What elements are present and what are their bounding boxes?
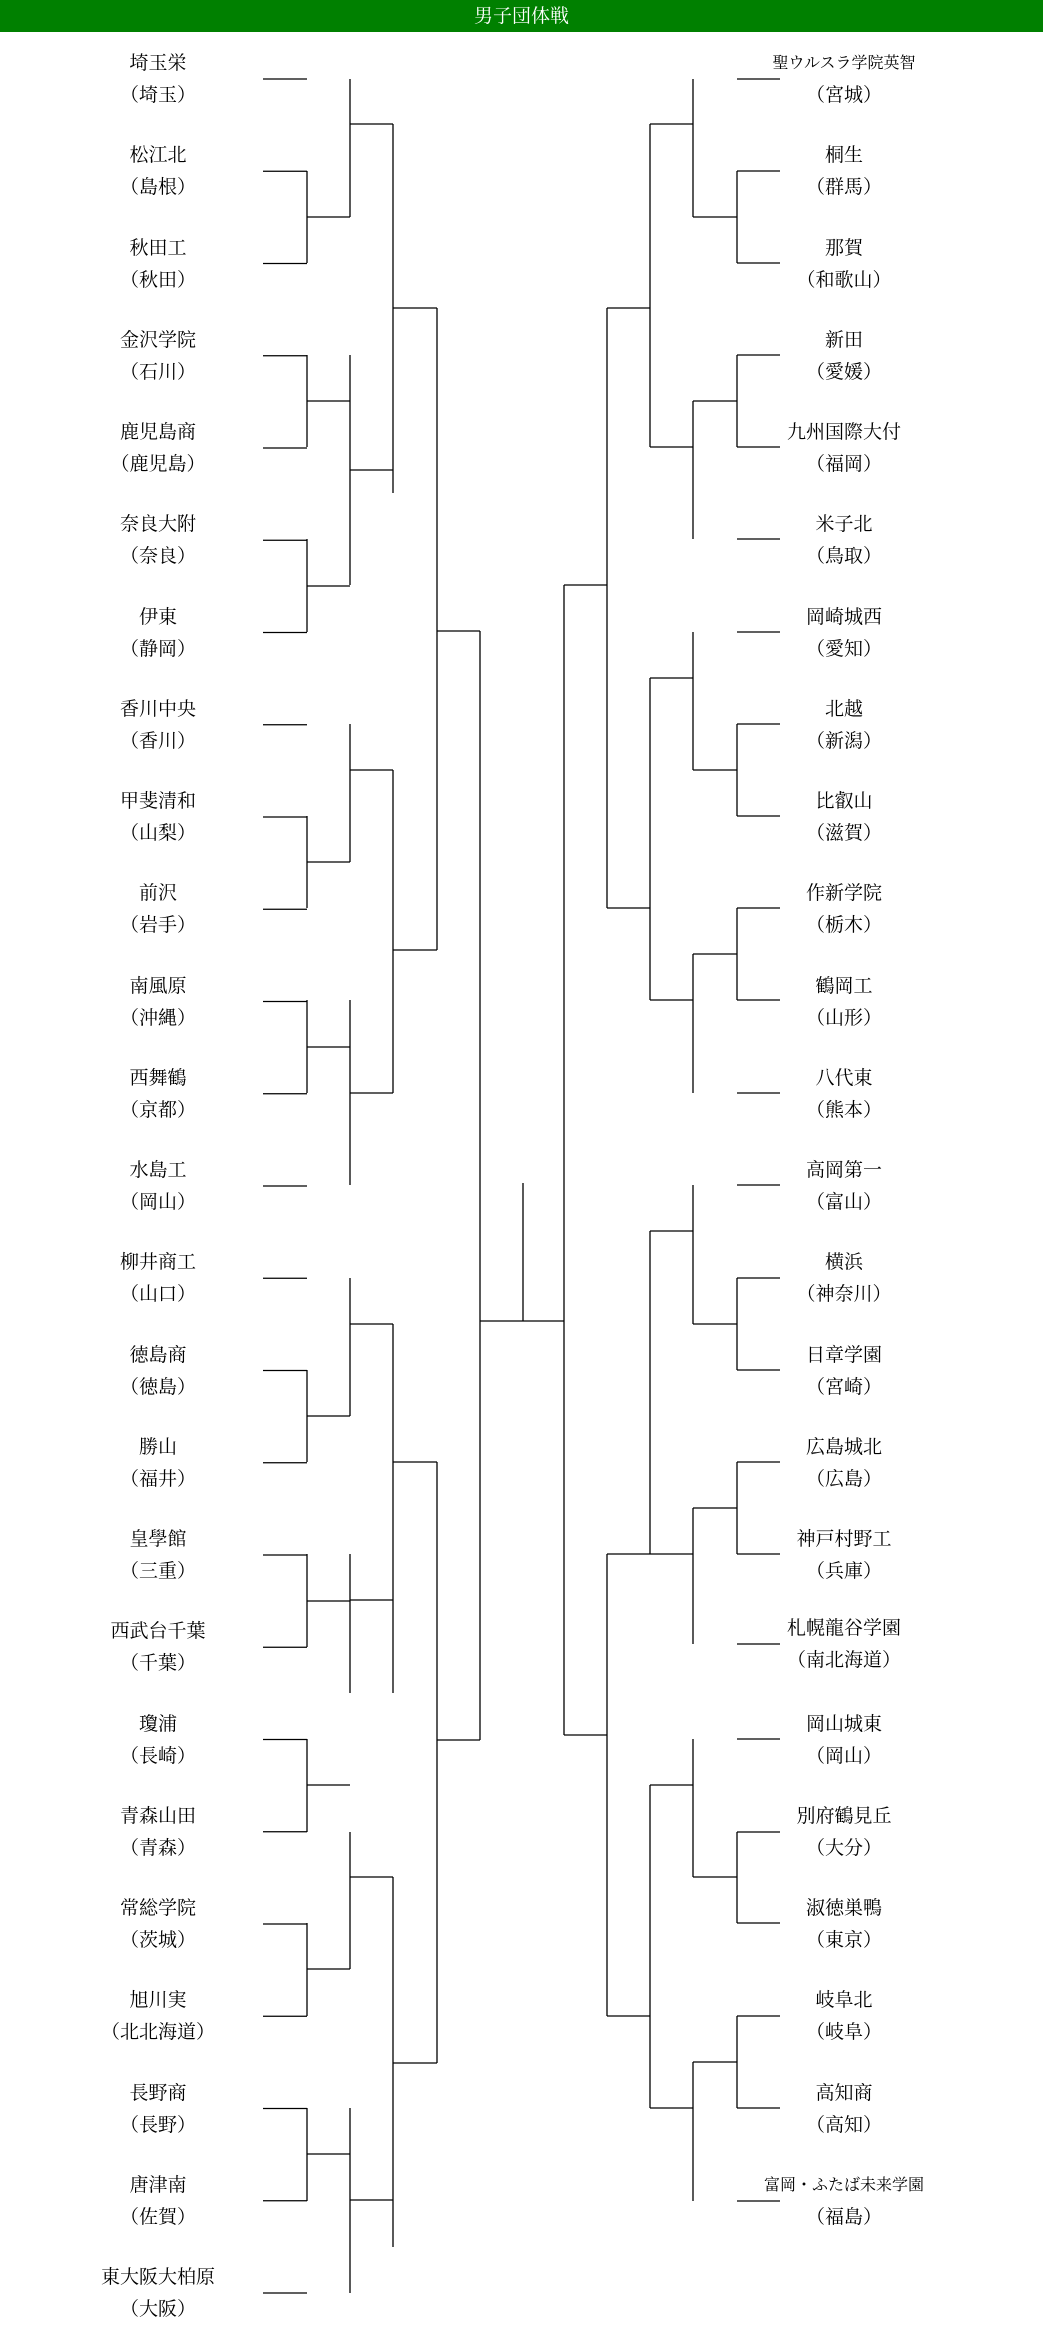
team-entry bbox=[724, 1612, 964, 1676]
team-name: 桐生 bbox=[824, 144, 863, 167]
team-name: 甲斐清和 bbox=[119, 790, 196, 812]
team-entry bbox=[38, 1615, 278, 1679]
team-name: 長野商 bbox=[129, 2081, 187, 2104]
team-prefecture: （島根） bbox=[119, 176, 196, 199]
team-entry bbox=[38, 785, 278, 849]
team-prefecture: （佐賀） bbox=[119, 2205, 196, 2228]
team-name: 青森山田 bbox=[119, 1804, 196, 1827]
team-name: 別府鶴見丘 bbox=[796, 1804, 892, 1827]
team-name: 岡崎城西 bbox=[805, 605, 882, 628]
team-entry bbox=[724, 693, 964, 757]
team-prefecture: （熊本） bbox=[805, 1098, 882, 1121]
team-entry bbox=[724, 1984, 964, 2048]
team-prefecture: （福島） bbox=[805, 2206, 882, 2228]
team-prefecture: （新潟） bbox=[805, 729, 882, 752]
team-entry bbox=[38, 324, 278, 388]
team-name: 米子北 bbox=[815, 513, 873, 536]
team-entry bbox=[724, 2077, 964, 2141]
team-prefecture: （長野） bbox=[119, 2113, 196, 2136]
team-name: 伊東 bbox=[138, 605, 177, 628]
team-name: 香川中央 bbox=[119, 697, 196, 720]
team-name: 淑徳巣鴨 bbox=[805, 1897, 882, 1919]
team-name: 横浜 bbox=[824, 1251, 863, 1274]
team-name: 聖ウルスラ学院英智 bbox=[772, 53, 916, 72]
team-entry bbox=[724, 1246, 964, 1310]
team-name: 那賀 bbox=[824, 236, 863, 259]
team-name: 西武台千葉 bbox=[110, 1620, 206, 1643]
team-name: 岐阜北 bbox=[815, 1989, 873, 2012]
team-name: 柳井商工 bbox=[119, 1251, 196, 1274]
team-name: 西舞鶴 bbox=[129, 1066, 187, 1089]
team-entry bbox=[724, 2169, 964, 2233]
team-prefecture: （奈良） bbox=[119, 545, 196, 568]
team-entry bbox=[38, 1246, 278, 1310]
team-entry bbox=[724, 970, 964, 1034]
team-name: 鹿児島商 bbox=[119, 421, 196, 443]
team-entry bbox=[724, 416, 964, 480]
team-entry bbox=[724, 1800, 964, 1864]
team-entry bbox=[724, 601, 964, 665]
team-prefecture: （神奈川） bbox=[796, 1283, 892, 1306]
team-name: 水島工 bbox=[129, 1159, 187, 1181]
team-prefecture: （埼玉） bbox=[119, 84, 196, 106]
team-entry bbox=[38, 601, 278, 665]
team-entry bbox=[38, 1154, 278, 1218]
team-prefecture: （千葉） bbox=[119, 1652, 196, 1675]
team-prefecture: （福井） bbox=[119, 1467, 196, 1490]
team-entry bbox=[38, 1984, 278, 2048]
team-name: 秋田工 bbox=[129, 236, 187, 259]
team-name: 北越 bbox=[824, 697, 863, 720]
team-prefecture: （滋賀） bbox=[805, 822, 882, 844]
team-prefecture: （宮崎） bbox=[805, 1375, 882, 1398]
team-prefecture: （愛知） bbox=[805, 637, 882, 660]
team-entry bbox=[724, 1154, 964, 1218]
team-name: 高岡第一 bbox=[805, 1159, 882, 1181]
team-name: 鶴岡工 bbox=[815, 974, 873, 997]
team-name: 松江北 bbox=[129, 144, 187, 167]
team-entry bbox=[38, 2077, 278, 2141]
team-prefecture: （香川） bbox=[119, 729, 196, 752]
team-prefecture: （東京） bbox=[805, 1929, 882, 1951]
team-entry bbox=[38, 508, 278, 572]
team-name: 瓊浦 bbox=[138, 1712, 177, 1735]
team-name: 九州国際大付 bbox=[786, 421, 901, 443]
team-entry bbox=[724, 47, 964, 111]
team-name: 高知商 bbox=[815, 2081, 873, 2104]
team-entry bbox=[38, 1339, 278, 1403]
team-entry bbox=[38, 1431, 278, 1495]
team-name: 八代東 bbox=[815, 1066, 873, 1089]
team-prefecture: （石川） bbox=[119, 360, 196, 383]
team-prefecture: （南北海道） bbox=[786, 1649, 901, 1671]
team-prefecture: （高知） bbox=[805, 2113, 882, 2136]
team-name: 皇學館 bbox=[129, 1528, 187, 1550]
team-prefecture: （山梨） bbox=[119, 822, 196, 844]
team-prefecture: （岐阜） bbox=[805, 2021, 882, 2044]
team-entry bbox=[38, 1523, 278, 1587]
team-prefecture: （沖縄） bbox=[119, 1006, 196, 1029]
team-name: 埼玉栄 bbox=[129, 52, 187, 74]
team-name: 勝山 bbox=[138, 1435, 177, 1458]
team-entry bbox=[38, 1062, 278, 1126]
team-name: 岡山城東 bbox=[805, 1712, 882, 1735]
team-prefecture: （徳島） bbox=[119, 1375, 196, 1398]
team-prefecture: （大分） bbox=[805, 1836, 882, 1859]
team-name: 日章学園 bbox=[805, 1343, 882, 1366]
team-entry bbox=[724, 1062, 964, 1126]
team-entry bbox=[38, 416, 278, 480]
team-prefecture: （三重） bbox=[119, 1560, 196, 1582]
team-name: 作新学院 bbox=[805, 882, 882, 905]
team-entry bbox=[724, 1431, 964, 1495]
team-entry bbox=[38, 1892, 278, 1956]
team-entry bbox=[724, 1339, 964, 1403]
team-entry bbox=[38, 693, 278, 757]
team-name: 神戸村野工 bbox=[796, 1528, 892, 1550]
team-name: 前沢 bbox=[138, 882, 177, 905]
team-entry bbox=[38, 2169, 278, 2233]
team-entry bbox=[724, 508, 964, 572]
team-name: 奈良大附 bbox=[119, 513, 196, 536]
team-entry bbox=[724, 877, 964, 941]
team-prefecture: （兵庫） bbox=[805, 1560, 882, 1582]
bracket-title: 男子団体戦 bbox=[0, 0, 1043, 32]
team-prefecture: （北北海道） bbox=[100, 2021, 215, 2044]
team-entry bbox=[724, 1708, 964, 1772]
team-entry bbox=[724, 1523, 964, 1587]
team-entry bbox=[38, 1800, 278, 1864]
team-prefecture: （青森） bbox=[119, 1836, 196, 1859]
team-name: 唐津南 bbox=[129, 2173, 187, 2196]
team-name: 南風原 bbox=[129, 974, 187, 997]
team-prefecture: （栃木） bbox=[805, 914, 882, 937]
team-name: 旭川実 bbox=[129, 1989, 187, 2012]
team-prefecture: （茨城） bbox=[119, 1929, 196, 1951]
team-prefecture: （山口） bbox=[119, 1283, 196, 1306]
team-entry bbox=[724, 1892, 964, 1956]
team-entry bbox=[38, 232, 278, 296]
team-entry bbox=[724, 324, 964, 388]
team-prefecture: （和歌山） bbox=[796, 268, 892, 291]
team-entry bbox=[38, 47, 278, 111]
team-prefecture: （長崎） bbox=[119, 1744, 196, 1767]
team-prefecture: （宮城） bbox=[805, 84, 882, 106]
team-prefecture: （秋田） bbox=[119, 268, 196, 291]
team-entry bbox=[38, 2261, 278, 2325]
team-prefecture: （山形） bbox=[805, 1006, 882, 1029]
team-name: 新田 bbox=[824, 328, 863, 351]
team-prefecture: （静岡） bbox=[119, 637, 196, 660]
team-prefecture: （富山） bbox=[805, 1191, 882, 1213]
team-entry bbox=[724, 785, 964, 849]
team-name: 徳島商 bbox=[129, 1343, 187, 1366]
team-name: 広島城北 bbox=[805, 1435, 882, 1458]
team-entry bbox=[38, 877, 278, 941]
team-prefecture: （鳥取） bbox=[805, 545, 882, 568]
team-entry bbox=[724, 232, 964, 296]
team-prefecture: （広島） bbox=[805, 1467, 882, 1490]
team-name: 東大阪大柏原 bbox=[100, 2266, 215, 2288]
team-prefecture: （京都） bbox=[119, 1098, 196, 1121]
team-entry bbox=[724, 139, 964, 203]
team-name: 金沢学院 bbox=[119, 328, 196, 351]
team-entry bbox=[38, 1708, 278, 1772]
team-prefecture: （岩手） bbox=[119, 914, 196, 937]
team-prefecture: （岡山） bbox=[805, 1744, 882, 1767]
team-entry bbox=[38, 970, 278, 1034]
team-prefecture: （鹿児島） bbox=[110, 453, 206, 475]
team-entry bbox=[38, 139, 278, 203]
team-prefecture: （愛媛） bbox=[805, 360, 882, 383]
team-prefecture: （大阪） bbox=[119, 2298, 196, 2320]
team-name: 常総学院 bbox=[119, 1897, 196, 1919]
team-prefecture: （岡山） bbox=[119, 1191, 196, 1213]
team-name: 比叡山 bbox=[815, 790, 873, 812]
team-prefecture: （群馬） bbox=[805, 176, 882, 199]
team-prefecture: （福岡） bbox=[805, 453, 882, 475]
team-name: 富岡・ふたば未来学園 bbox=[763, 2175, 924, 2194]
team-name: 札幌龍谷学園 bbox=[786, 1617, 901, 1639]
